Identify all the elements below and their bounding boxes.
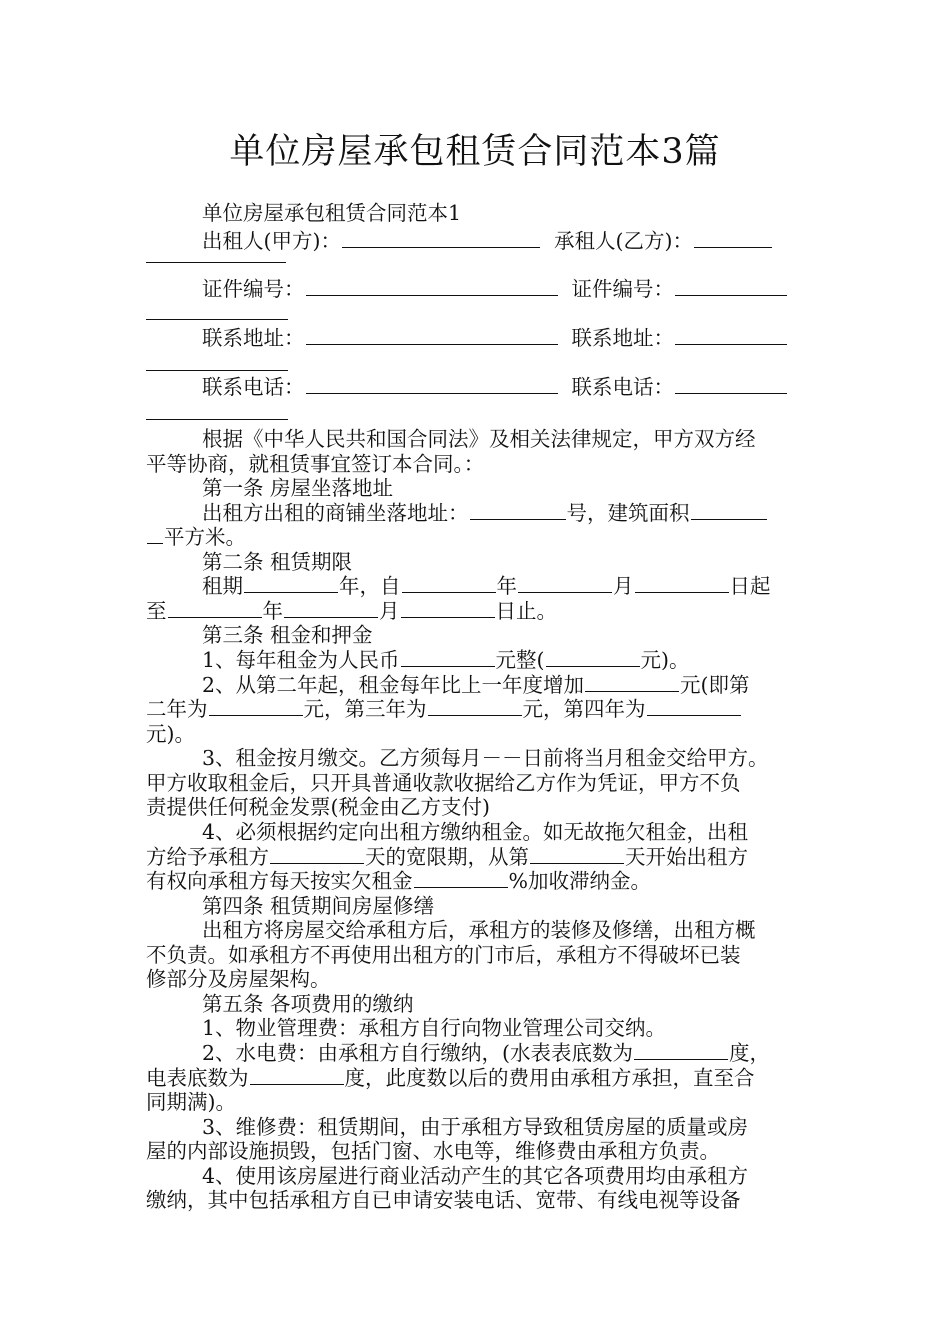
paragraph-line: 二年为 元，第三年为 元，第四年为 [146, 696, 742, 722]
paragraph-line: 有权向承租方每天按实欠租金 %加收滞纳金。 [146, 869, 651, 893]
paragraph-line: 屋的内部设施损毁，包括门窗、水电等，维修费由承租方负责。 [146, 1139, 720, 1163]
article-heading: 第五条 各项费用的缴纳 [202, 992, 414, 1016]
paragraph-line: 方给予承租方 天的宽限期，从第 天开始出租方 [146, 845, 748, 869]
paragraph-line: 责提供任何税金发票(税金由乙方支付) [146, 795, 490, 819]
paragraph-line: 修部分及房屋架构。 [146, 967, 331, 991]
paragraph-line: 1、每年租金为人民币 元整( 元)。 [202, 648, 690, 672]
document-title: 单位房屋承包租赁合同范本3篇 [229, 132, 721, 172]
paragraph-line: 同期满)。 [146, 1090, 236, 1114]
article-heading: 第二条 租赁期限 [202, 550, 353, 574]
paragraph-line: 2、水电费：由承租方自行缴纳，(水表表底数为 度， [202, 1041, 771, 1065]
paragraph-line: 1、物业管理费：承租方自行向物业管理公司交纳。 [202, 1016, 667, 1040]
paragraph-line: 4、必须根据约定向出租方缴纳租金。如无故拖欠租金，出租 [202, 820, 749, 844]
paragraph-line: 不负责。如承租方不再使用出租方的门市后，承租方不得破坏已装 [146, 943, 741, 967]
paragraph-line: 至 年 月 日止。 [146, 599, 557, 623]
paragraph-line: 出租方出租的商铺坐落地址： 号，建筑面积 [202, 500, 768, 526]
subtitle: 单位房屋承包租赁合同范本1 [202, 201, 462, 225]
party-line-phone: 联系电话： 联系电话： [202, 374, 788, 400]
underline-continuation [146, 262, 286, 263]
paragraph-line: 租期 年，自 年 月 日起 [202, 574, 771, 598]
paragraph-line: 平等协商，就租赁事宜签订本合同。： [146, 452, 485, 476]
underline-continuation [146, 319, 288, 320]
paragraph-line: 甲方收取租金后，只开具普通收款收据给乙方作为凭证，甲方不负 [146, 771, 741, 795]
article-heading: 第四条 租赁期间房屋修缮 [202, 894, 435, 918]
paragraph-line: 出租方将房屋交给承租方后，承租方的装修及修缮，出租方概 [202, 918, 756, 942]
article-heading: 第一条 房屋坐落地址 [202, 476, 394, 500]
paragraph-line: 3、维修费：租赁期间，由于承租方导致租赁房屋的质量或房 [202, 1115, 749, 1139]
party-line-address: 联系地址： 联系地址： [202, 325, 788, 351]
party-line-lessor: 出租人(甲方)： 承租人(乙方)： [202, 228, 773, 254]
paragraph-line: 根据《中华人民共和国合同法》及相关法律规定，甲方双方经 [202, 427, 756, 451]
party-line-id: 证件编号： 证件编号： [202, 276, 788, 302]
paragraph-line: 元)。 [146, 722, 195, 746]
paragraph-line: 3、租金按月缴交。乙方须每月－－日前将当月租金交给甲方。 [202, 746, 769, 770]
article-heading: 第三条 租金和押金 [202, 623, 373, 647]
paragraph-line: 电表底数为 度，此度数以后的费用由承租方承担，直至合 [146, 1066, 755, 1090]
paragraph-line: 2、从第二年起，租金每年比上一年度增加 元(即第 [202, 673, 750, 697]
paragraph-line: 平方米。 [146, 524, 246, 550]
underline-continuation [146, 370, 288, 371]
paragraph-line: 4、使用该房屋进行商业活动产生的其它各项费用均由承租方 [202, 1164, 749, 1188]
underline-continuation [146, 419, 288, 420]
paragraph-line: 缴纳，其中包括承租方自已申请安装电话、宽带、有线电视等设备 [146, 1188, 741, 1212]
